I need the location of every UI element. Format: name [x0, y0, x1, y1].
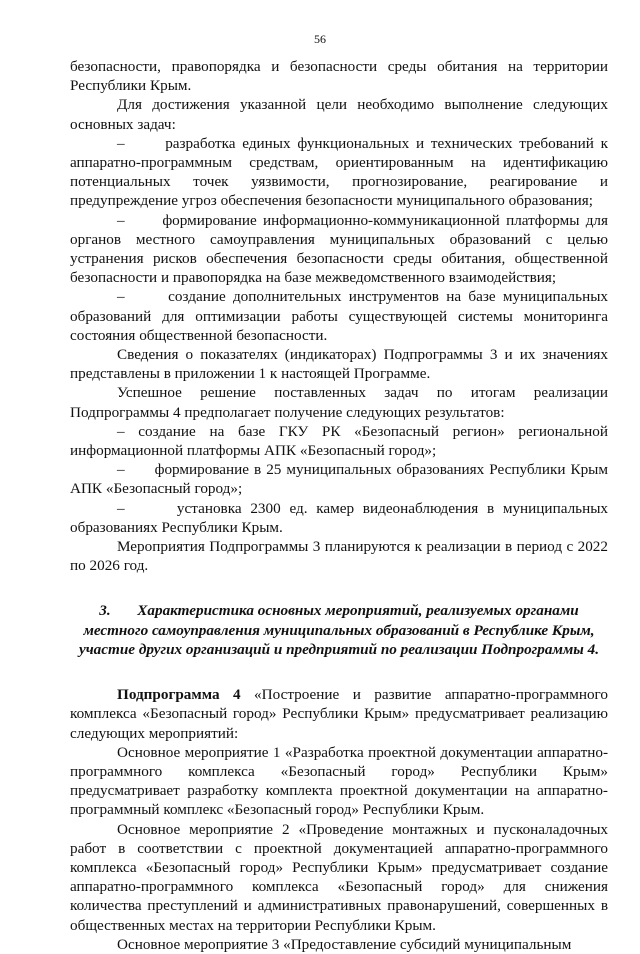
paragraph: Для достижения указанной цели необходимо выполнение следующих основных задач: [70, 96, 608, 133]
page-body [70, 57, 608, 954]
paragraph: Сведения о показателях (индикаторах) Подпрограммы 3 и их значениях представлены в приложении 1 к настоящей Программе. [70, 346, 608, 383]
page-number: 56 [314, 32, 326, 46]
paragraphs-before [70, 57, 608, 575]
paragraph: безопасности, правопорядка и безопасности среды обитания на территории Республики Крым. [70, 58, 608, 95]
paragraph: Основное мероприятие 1 «Разработка проектной документации аппаратно-программного комплекса «Безопасный город» Республики Крым» предусматривает разработку комплекта проектной документации на аппаратно-программный комплекс «Безопасный город» Республики Крым. [70, 743, 608, 819]
section-heading: 3. Характеристика основных мероприятий, реализуемых органами местного самоуправления муниципальных образований в Республике Крым, участие других организаций и предприятий по реализации Подпрограммы 4. [78, 602, 600, 658]
paragraph: – создание на базе ГКУ РК «Безопасный регион» региональной информационной платформы АПК «Безопасный город»; [70, 422, 608, 460]
paragraph: – создание дополнительных инструментов на базе муниципальных образований для оптимизации работы существующей системы мониторинга состояния общественной безопасности. [70, 288, 608, 344]
subprogram-title: Подпрограмма 4 [117, 686, 241, 704]
paragraph: – формирование в 25 муниципальных образованиях Республики Крым АПК «Безопасный город»; [70, 461, 608, 498]
paragraph: Мероприятия Подпрограммы 3 планируются к реализации в период с 2022 по 2026 год. [70, 538, 608, 575]
paragraph: – формирование информационно-коммуникационной платформы для органов местного самоуправления муниципальных образований с целью устранения рисков обеспечения безопасности среды обитания, общественной безопасности и правопорядка на базе межведомственного взаимодействия; [70, 211, 608, 287]
paragraph: Основное мероприятие 2 «Проведение монтажных и пусконаладочных работ в соответствии с проектной документацией аппаратно-программного комплекса «Безопасный город» Республики Крым» предусматривает создание аппаратно-программного комплекса «Безопасный город» для снижения количества преступлений и административных правонарушений, совершенных в общественных местах на территории Республики Крым. [70, 820, 608, 934]
subprogram-intro-text: «Построение и развитие аппаратно-программного комплекса «Безопасный город» Республики Крым» предусматривает реализацию следующих мероприятий: [70, 686, 609, 742]
paragraph: Основное мероприятие 3 «Предоставление субсидий муниципальным [117, 935, 572, 953]
paragraphs-after [70, 743, 608, 954]
paragraph: – установка 2300 ед. камер видеонаблюдения в муниципальных образованиях Республики Крым. [70, 499, 608, 536]
paragraph: Успешное решение поставленных задач по итогам реализации Подпрограммы 4 предполагает получение следующих результатов: [70, 384, 608, 421]
subprogram-intro [70, 685, 608, 743]
paragraph: – разработка единых функциональных и технических требований к аппаратно-программным средствам, ориентированным на идентификацию потенциальных точек уязвимости, прогнозирование, реагирование и предупреждение угроз обеспечения безопасности муниципального образования; [70, 134, 608, 210]
